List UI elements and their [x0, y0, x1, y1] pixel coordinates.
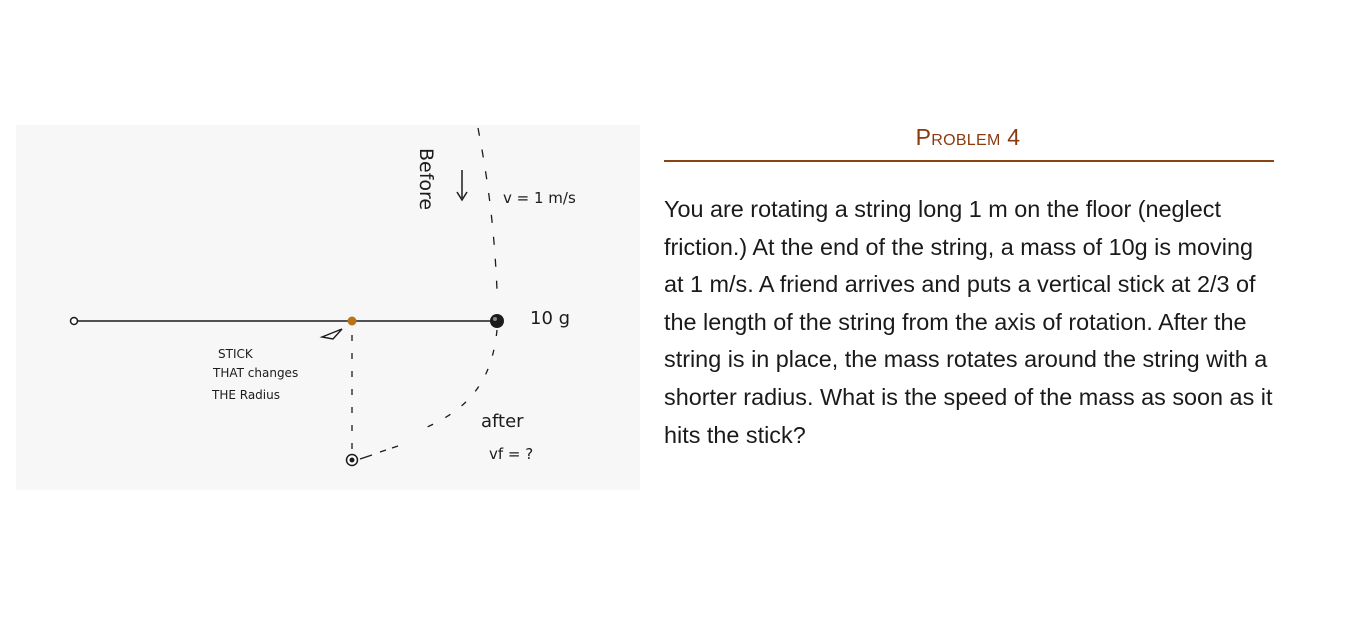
- mass-after-core: [350, 458, 355, 463]
- stick-label-line1: STICK: [218, 347, 253, 361]
- mass-before: [490, 314, 504, 328]
- stick-point: [348, 317, 357, 326]
- path-before-arc: [478, 128, 497, 290]
- stick-arrow: [322, 329, 342, 339]
- after-label: after: [481, 411, 524, 432]
- problem-title: Problem 4: [915, 124, 1021, 150]
- mass-highlight: [493, 317, 497, 321]
- after-motion-dashes: [360, 446, 398, 459]
- stick-label-line2: THAT changes: [213, 366, 299, 380]
- final-velocity-label: vf = ?: [489, 445, 534, 463]
- title-divider: [664, 160, 1274, 162]
- rotation-axis-point: [71, 318, 78, 325]
- before-label: Before: [415, 148, 437, 211]
- mass-label: 10 g: [530, 308, 571, 329]
- stick-label-line3: THE Radius: [212, 388, 280, 402]
- problem-statement: You are rotating a string long 1 m on the floor (neglect friction.) At the end of the string, a mass of 10g is moving at 1 m/s. A friend arrives and puts a vertical stick at 2/3 of the length of the string from the axis of rotation. After the string is in place, the mass rotates around the string with a shorter radius. What is the speed of the mass as soon as it hits the stick?: [664, 196, 1273, 448]
- velocity-label: v = 1 m/s: [503, 189, 576, 207]
